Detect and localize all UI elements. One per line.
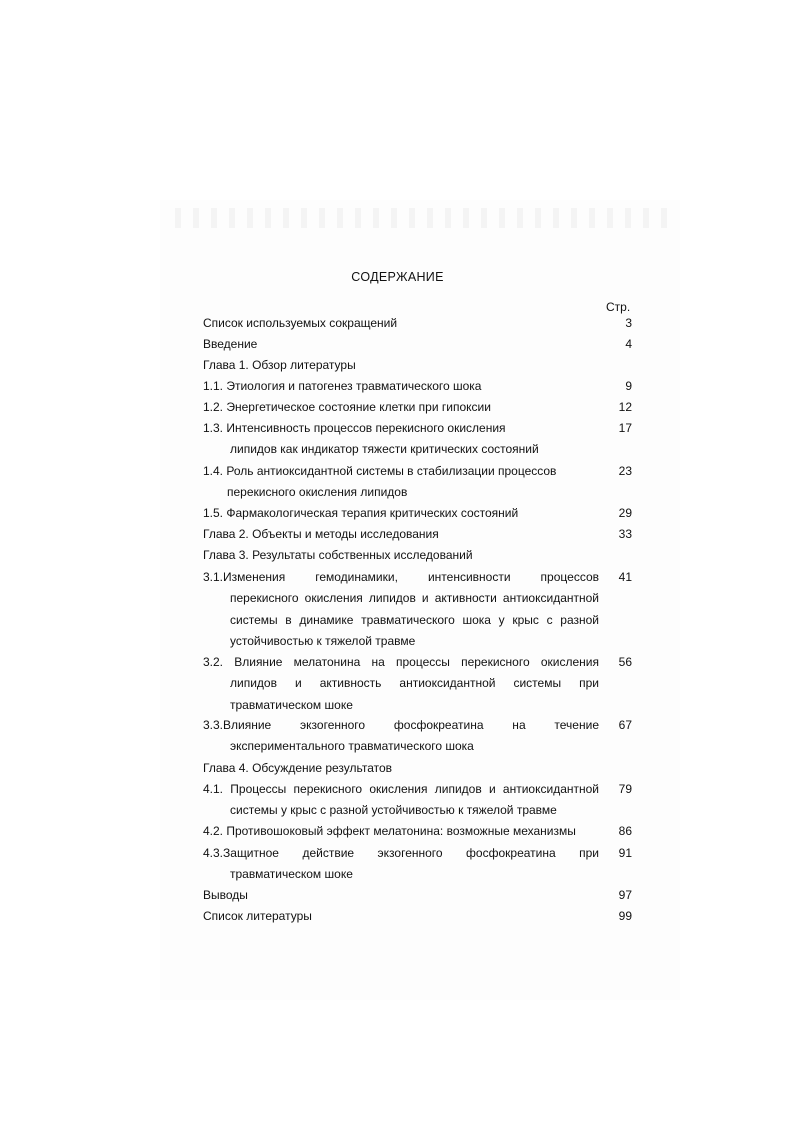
toc-entry-text: 3.1.Изменения гемодинамики, интенсивности процессов	[203, 570, 599, 584]
toc-entry-text: 1.4. Роль антиоксидантной системы в стабилизации процессов	[203, 464, 557, 478]
toc-entry-text: 1.3. Интенсивность процессов перекисного окисления	[203, 421, 506, 435]
toc-entry-page: 29	[618, 506, 632, 520]
toc-entry-page: 79	[618, 782, 632, 796]
toc-entry-text: 4.1. Процессы перекисного окисления липидов и антиоксидантной	[203, 782, 599, 796]
toc-entry-page: 9	[625, 379, 632, 393]
toc-entry-text: перекисного окисления липидов и активности антиоксидантной	[230, 591, 599, 606]
toc-entry-page: 23	[618, 464, 632, 478]
toc-entry-text: Глава 3. Результаты собственных исследований	[203, 548, 473, 562]
toc-entry-text: 4.3.Защитное действие экзогенного фосфокреатина при	[203, 846, 599, 860]
toc-entry-page: 4	[625, 337, 632, 351]
toc-entry-text: Список используемых сокращений	[203, 316, 398, 330]
toc-entry-text: Список литературы	[203, 909, 312, 923]
toc-entry-text: 3.3.Влияние экзогенного фосфокреатина на течение	[203, 718, 599, 732]
toc-entry-text: перекисного окисления липидов	[227, 485, 408, 500]
toc-entry-text: 1.1. Этиология и патогенез травматического шока	[203, 379, 482, 393]
toc-entry-text: Выводы	[203, 888, 248, 902]
toc-entry-page: 91	[618, 846, 632, 860]
toc-entry-text: 1.2. Энергетическое состояние клетки при гипоксии	[203, 400, 491, 414]
toc-entry-page: 41	[618, 570, 632, 584]
toc-entry-text: 3.2. Влияние мелатонина на процессы перекисного окисления	[203, 655, 599, 669]
toc-entry-page: 17	[618, 421, 632, 435]
toc-entry-page: 12	[618, 400, 632, 414]
toc-entry-page: 56	[618, 655, 632, 669]
toc-entry-text: Глава 4. Обсуждение результатов	[203, 761, 393, 775]
toc-entry-text: липидов и активность антиоксидантной системы при	[230, 676, 599, 691]
toc-entry-text: 1.5. Фармакологическая терапия критических состояний	[203, 506, 519, 520]
page-column-label: Стр.	[606, 300, 631, 314]
page-title: СОДЕРЖАНИЕ	[351, 270, 444, 284]
scan-artifact	[175, 208, 670, 228]
toc-entry-page: 33	[618, 527, 632, 541]
toc-entry-text: травматическом шоке	[230, 867, 353, 882]
toc-entry-page: 86	[618, 824, 632, 838]
toc-entry-text: системы в динамике травматического шока у крыс с разной	[230, 612, 599, 627]
toc-entry-page: 99	[618, 909, 632, 923]
toc-entry-text: Введение	[203, 337, 258, 351]
toc-entry-text: устойчивостью к тяжелой травме	[230, 633, 416, 648]
toc-entry-page: 3	[625, 316, 632, 330]
toc-entry-page: 97	[618, 888, 632, 902]
toc-entry-text: экспериментального травматического шока	[230, 739, 474, 754]
toc-entry-text: 4.2. Противошоковый эффект мелатонина: возможные механизмы	[203, 824, 576, 838]
toc-entry-text: системы у крыс с разной устойчивостью к тяжелой травме	[230, 803, 557, 818]
toc-entry-text: Глава 2. Объекты и методы исследования	[203, 527, 439, 541]
toc-entry-text: Глава 1. Обзор литературы	[203, 358, 356, 372]
toc-entry-text: травматическом шоке	[230, 697, 353, 712]
toc-entry-page: 67	[618, 718, 632, 732]
toc-entry-text: липидов как индикатор тяжести критических состояний	[230, 442, 539, 457]
